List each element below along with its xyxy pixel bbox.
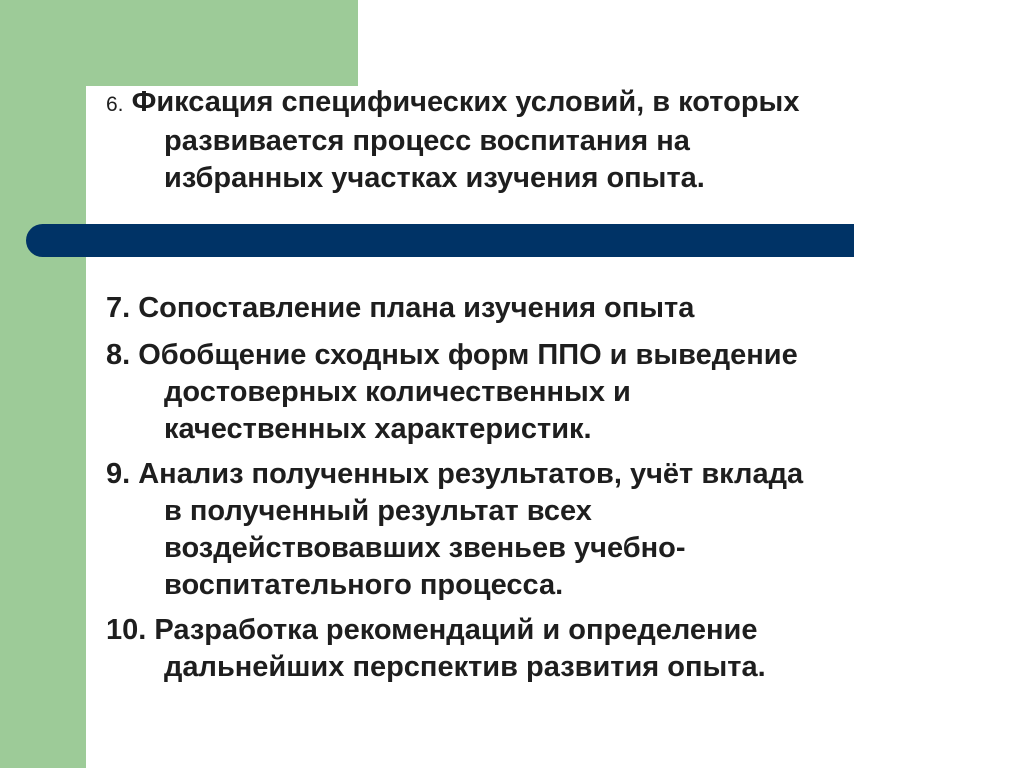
item-10-line-1: 10. Разработка рекомендаций и определение (106, 614, 758, 646)
item-9-line-2: в полученный результат всех (164, 495, 592, 527)
item-7-line-1: 7. Сопоставление плана изучения опыта (106, 292, 695, 324)
item-8-line-3: качественных характеристик. (164, 413, 592, 445)
item-8-line-2: достоверных количественных и (164, 376, 631, 408)
item-6-number: 6. (106, 93, 124, 116)
list-item-7 (106, 290, 936, 327)
divider-bar (26, 224, 854, 257)
item-8-line-1: 8. Обобщение сходных форм ППО и выведение (106, 339, 798, 371)
list-item-6 (106, 84, 936, 197)
item-10-line-2: дальнейших перспектив развития опыта. (164, 651, 766, 683)
item-6-line-1 (106, 84, 936, 123)
item-6-text: Фиксация специфических условий, в которых (131, 86, 800, 118)
item-6-line-2: развивается процесс воспитания на (164, 125, 690, 157)
list-item-10 (106, 612, 936, 686)
green-accent-left (0, 0, 86, 768)
list-item-8 (106, 337, 936, 448)
item-9-line-3: воздействовавших звеньев учебно- (164, 532, 686, 564)
item-9-line-4: воспитательного процесса. (164, 569, 564, 601)
green-accent-top (0, 0, 358, 86)
item-6-line-3: избранных участках изучения опыта. (164, 162, 705, 194)
item-9-line-1: 9. Анализ полученных результатов, учёт вклада (106, 458, 804, 490)
list-item-9 (106, 456, 936, 604)
